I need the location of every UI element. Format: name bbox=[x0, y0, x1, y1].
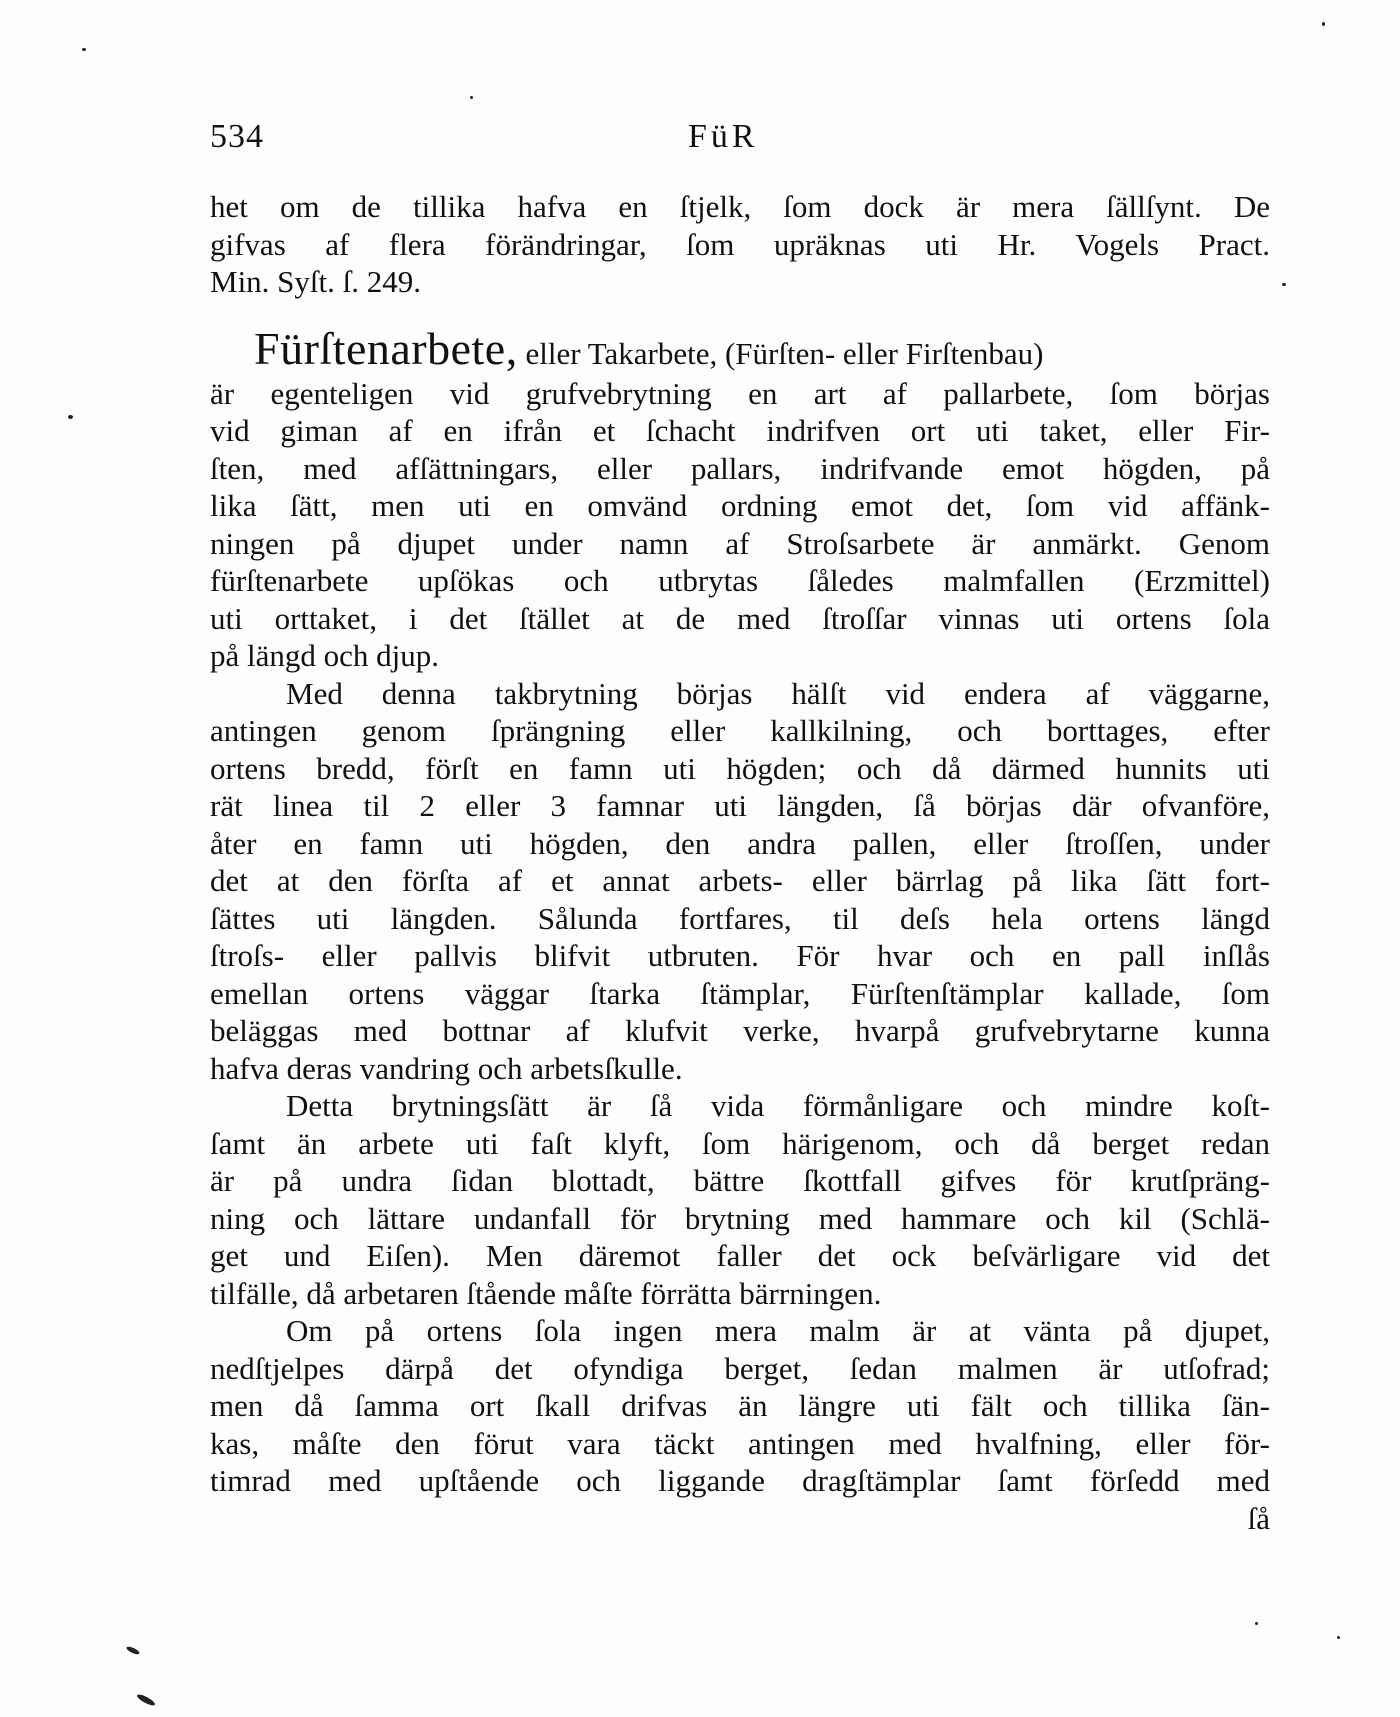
scan-speck bbox=[1282, 283, 1286, 286]
text-line: antingen genom ſprängning eller kallkilning, och borttages, efter bbox=[210, 713, 1270, 748]
text-line: uti orttaket, i det ſtället at de med ſtroſſar vinnas uti ortens ſola bbox=[210, 600, 1270, 636]
scan-speck bbox=[1255, 1622, 1258, 1625]
text-line: get und Eiſen). Men däremot faller det ock beſvärligare vid det bbox=[210, 1238, 1270, 1273]
text-line: gifvas af flera förändringar, ſom upräknas uti Hr. Vogels Pract. bbox=[210, 226, 1270, 262]
scan-speck bbox=[470, 96, 473, 99]
text-line: het om de tillika hafva en ſtjelk, ſom dock är mera ſällſynt. De bbox=[210, 189, 1270, 224]
scan-speck bbox=[82, 48, 86, 51]
text-line: det at den förſta af et annat arbets- eller bärrlag på lika ſätt fort- bbox=[210, 863, 1270, 898]
text-line: åter en famn uti högden, den andra pallen, eller ſtroſſen, under bbox=[210, 825, 1270, 861]
page-header bbox=[210, 118, 1270, 162]
page-number: 534 bbox=[210, 118, 264, 155]
scan-speck bbox=[68, 415, 73, 419]
text-line: ortens bredd, förſt en famn uti högden; och då därmed hunnits uti bbox=[210, 750, 1270, 786]
text-line: nedſtjelpes därpå det ofyndiga berget, ſedan malmen är utſofrad; bbox=[210, 1350, 1270, 1386]
scan-speck bbox=[126, 1645, 141, 1655]
body-text bbox=[210, 188, 1270, 1537]
catchword: ſå bbox=[1247, 1500, 1270, 1536]
paragraph-first-line: Om på ortens ſola ingen mera malm är at vänta på djupet, bbox=[286, 1313, 1270, 1348]
paragraph-first-line: Detta brytningsſätt är ſå vida förmånligare och mindre koſt- bbox=[286, 1088, 1270, 1123]
scan-speck bbox=[1337, 1636, 1340, 1639]
headword: Fürſtenarbete, bbox=[254, 322, 518, 374]
text-line: men då ſamma ort ſkall drifvas än längre uti fält och tillika ſän- bbox=[210, 1388, 1270, 1423]
text-line: tilfälle, då arbetaren ſtående måſte förrätta bärrningen. bbox=[210, 1275, 882, 1311]
text-line: emellan ortens väggar ſtarka ſtämplar, Fürſtenſtämplar kallade, ſom bbox=[210, 975, 1270, 1011]
text-line: beläggas med bottnar af klufvit verke, hvarpå grufvebrytarne kunna bbox=[210, 1013, 1270, 1048]
entry-headline bbox=[210, 323, 1270, 375]
text-line: timrad med upſtående och liggande dragſtämplar ſamt förſedd med bbox=[210, 1463, 1270, 1498]
paragraph-first-line: Med denna takbrytning börjas hälſt vid endera af väggarne, bbox=[286, 675, 1270, 711]
text-line: ningen på djupet under namn af Stroſsarbete är anmärkt. Genom bbox=[210, 525, 1270, 561]
text-line: på längd och djup. bbox=[210, 638, 440, 673]
text-line: ning och lättare undanfall för brytning med hammare och kil (Schlä- bbox=[210, 1200, 1270, 1236]
text-line: lika ſätt, men uti en omvänd ordning emot det, ſom vid affänk- bbox=[210, 488, 1270, 523]
text-line: rät linea til 2 eller 3 famnar uti längden, ſå börjas där ofvanföre, bbox=[210, 788, 1270, 823]
text-line: kas, måſte den förut vara täckt antingen med hvalfning, eller för- bbox=[210, 1425, 1270, 1461]
text-line: ſamt än arbete uti faſt klyft, ſom härigenom, och då berget redan bbox=[210, 1125, 1270, 1161]
text-line: vid giman af en ifrån et ſchacht indrifven ort uti taket, eller Fir- bbox=[210, 413, 1270, 448]
text-line: ſten, med afſättningars, eller pallars, indrifvande emot högden, på bbox=[210, 450, 1270, 486]
text-line: ſättes uti längden. Sålunda fortfares, til deſs hela ortens längd bbox=[210, 900, 1270, 936]
text-line: fürſtenarbete upſökas och utbrytas ſåledes malmfallen (Erzmittel) bbox=[210, 563, 1270, 598]
scan-speck bbox=[136, 1693, 156, 1708]
text-line: är egenteligen vid grufvebrytning en art af pallarbete, ſom börjas bbox=[210, 375, 1270, 411]
text-line: hafva deras vandring och arbetsſkulle. bbox=[210, 1050, 683, 1086]
scan-speck bbox=[1322, 22, 1325, 26]
running-head: FüR bbox=[688, 118, 759, 155]
text-line: Min. Syſt. ſ. 249. bbox=[210, 264, 422, 299]
text-line: är på undra ſidan blottadt, bättre ſkottfall gifves för krutſpräng- bbox=[210, 1163, 1270, 1198]
headword-gloss: eller Takarbete, (Fürſten- eller Firſtenbau) bbox=[525, 335, 1044, 371]
text-line: ſtroſs- eller pallvis blifvit utbruten. För hvar och en pall inſlås bbox=[210, 938, 1270, 973]
